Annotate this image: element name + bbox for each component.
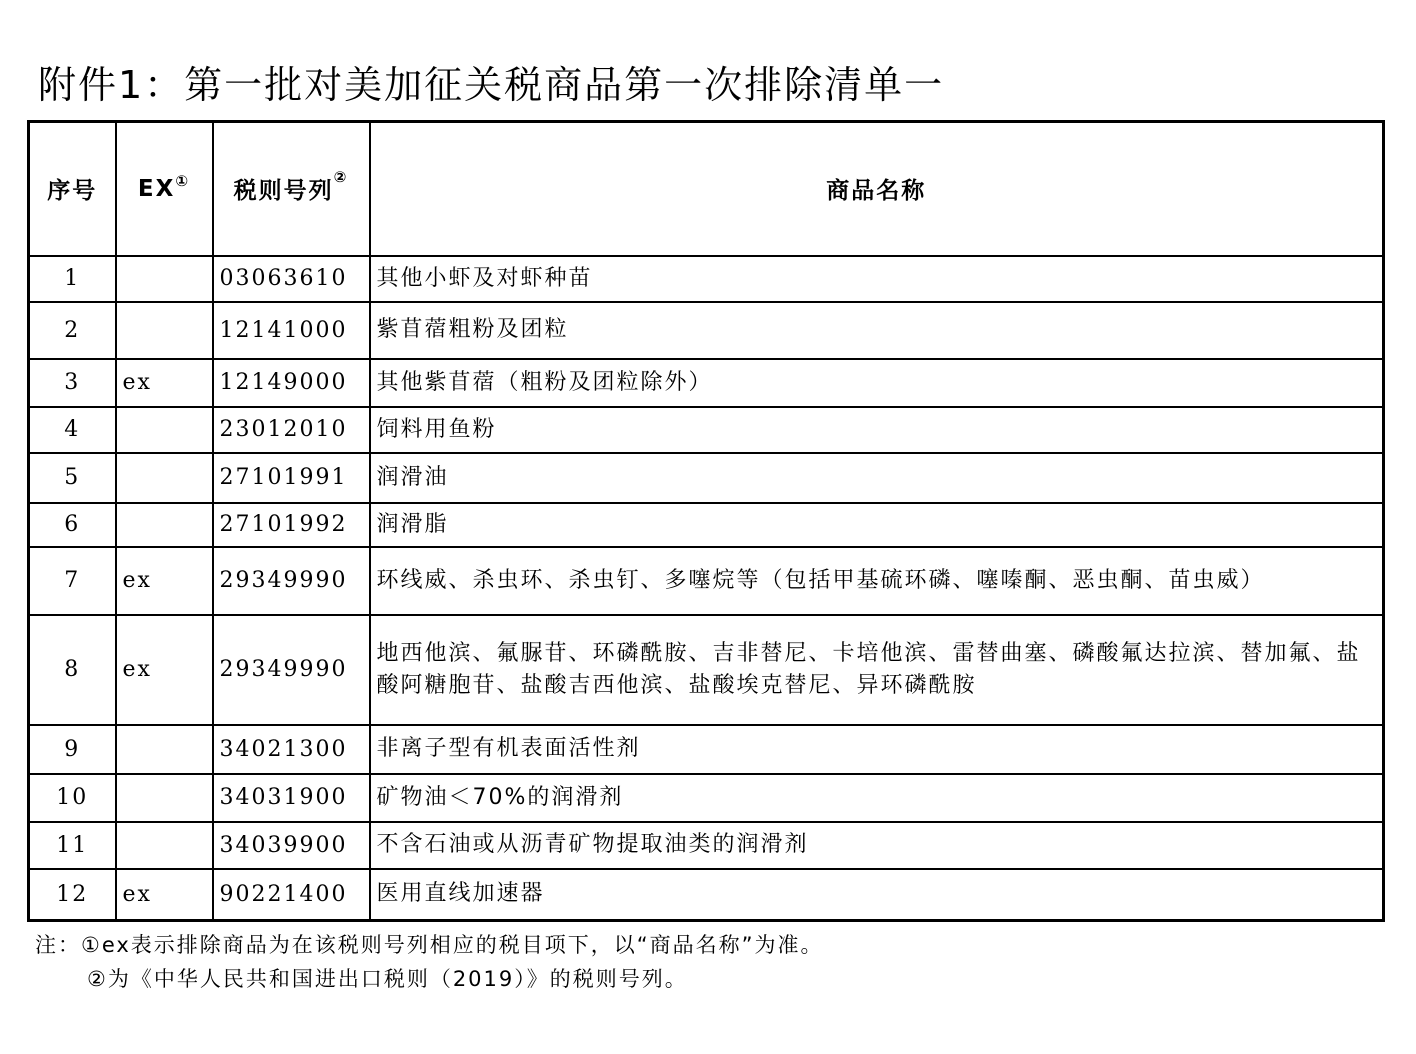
- row-code-cell: 34039900: [213, 822, 370, 869]
- row-name-cell: 非离子型有机表面活性剂: [370, 725, 1384, 774]
- row-code-cell: 29349990: [213, 615, 370, 725]
- header-seq: 序号: [29, 122, 116, 256]
- row-name-cell: 环线威、杀虫环、杀虫钉、多噻烷等（包括甲基硫环磷、噻嗪酮、恶虫酮、苗虫威）: [370, 547, 1384, 615]
- row-ex-cell: ex: [116, 869, 213, 921]
- row-name-cell: 医用直线加速器: [370, 869, 1384, 921]
- row-name-cell: 地西他滨、氟脲苷、环磷酰胺、吉非替尼、卡培他滨、雷替曲塞、磷酸氟达拉滨、替加氟、盐酸阿糖胞苷、盐酸吉西他滨、盐酸埃克替尼、异环磷酰胺: [370, 615, 1384, 725]
- row-name-cell: 饲料用鱼粉: [370, 407, 1384, 453]
- row-code-cell: 23012010: [213, 407, 370, 453]
- row-code-cell: 27101991: [213, 453, 370, 503]
- exclusion-list-table: [27, 120, 1385, 922]
- table-body: [29, 256, 1384, 921]
- row-seq-cell: 11: [29, 822, 116, 869]
- row-name-cell: 润滑脂: [370, 503, 1384, 547]
- row-name-cell: 不含石油或从沥青矿物提取油类的润滑剂: [370, 822, 1384, 869]
- table-header-row: [29, 122, 1384, 256]
- row-seq-cell: 4: [29, 407, 116, 453]
- row-code-cell: 12149000: [213, 359, 370, 407]
- row-code-cell: 90221400: [213, 869, 370, 921]
- table-row: [29, 256, 1384, 302]
- row-name-cell: 润滑油: [370, 453, 1384, 503]
- row-seq-cell: 9: [29, 725, 116, 774]
- row-seq-cell: 12: [29, 869, 116, 921]
- footnote-1: 注：①ex表示排除商品为在该税则号列相应的税目项下，以“商品名称”为准。: [35, 933, 824, 957]
- header-code-footnote-mark: ②: [333, 168, 349, 187]
- row-seq-cell: 3: [29, 359, 116, 407]
- row-seq-cell: 1: [29, 256, 116, 302]
- header-ex-footnote-mark: ①: [175, 171, 191, 190]
- header-ex: EX①: [116, 122, 213, 256]
- row-name-cell: 矿物油＜70%的润滑剂: [370, 774, 1384, 822]
- table-row: [29, 547, 1384, 615]
- row-ex-cell: [116, 256, 213, 302]
- row-ex-cell: [116, 725, 213, 774]
- row-seq-cell: 10: [29, 774, 116, 822]
- row-seq-cell: 2: [29, 302, 116, 359]
- row-seq-cell: 7: [29, 547, 116, 615]
- row-code-cell: 29349990: [213, 547, 370, 615]
- row-name-cell: 紫苜蓿粗粉及团粒: [370, 302, 1384, 359]
- header-code: 税则号列②: [213, 122, 370, 256]
- row-name-cell: 其他紫苜蓿（粗粉及团粒除外）: [370, 359, 1384, 407]
- table-row: [29, 822, 1384, 869]
- row-seq-cell: 8: [29, 615, 116, 725]
- header-name: 商品名称: [370, 122, 1384, 256]
- footnotes: [35, 928, 824, 996]
- table-row: [29, 503, 1384, 547]
- table-row: [29, 725, 1384, 774]
- row-ex-cell: [116, 302, 213, 359]
- row-ex-cell: [116, 453, 213, 503]
- row-ex-cell: ex: [116, 615, 213, 725]
- row-code-cell: 34021300: [213, 725, 370, 774]
- table-row: [29, 359, 1384, 407]
- table-row: [29, 453, 1384, 503]
- table-row: [29, 869, 1384, 921]
- row-ex-cell: [116, 774, 213, 822]
- row-seq-cell: 6: [29, 503, 116, 547]
- row-ex-cell: ex: [116, 547, 213, 615]
- footnote-2: ②为《中华人民共和国进出口税则（2019）》的税则号列。: [87, 967, 688, 991]
- row-ex-cell: ex: [116, 359, 213, 407]
- table-row: [29, 407, 1384, 453]
- row-code-cell: 03063610: [213, 256, 370, 302]
- row-code-cell: 34031900: [213, 774, 370, 822]
- row-code-cell: 27101992: [213, 503, 370, 547]
- row-ex-cell: [116, 503, 213, 547]
- row-seq-cell: 5: [29, 453, 116, 503]
- table-row: [29, 774, 1384, 822]
- row-ex-cell: [116, 822, 213, 869]
- row-code-cell: 12141000: [213, 302, 370, 359]
- page-title: 附件1：第一批对美加征关税商品第一次排除清单一: [38, 63, 945, 107]
- table-row: [29, 302, 1384, 359]
- table-row: [29, 615, 1384, 725]
- row-name-cell: 其他小虾及对虾种苗: [370, 256, 1384, 302]
- row-ex-cell: [116, 407, 213, 453]
